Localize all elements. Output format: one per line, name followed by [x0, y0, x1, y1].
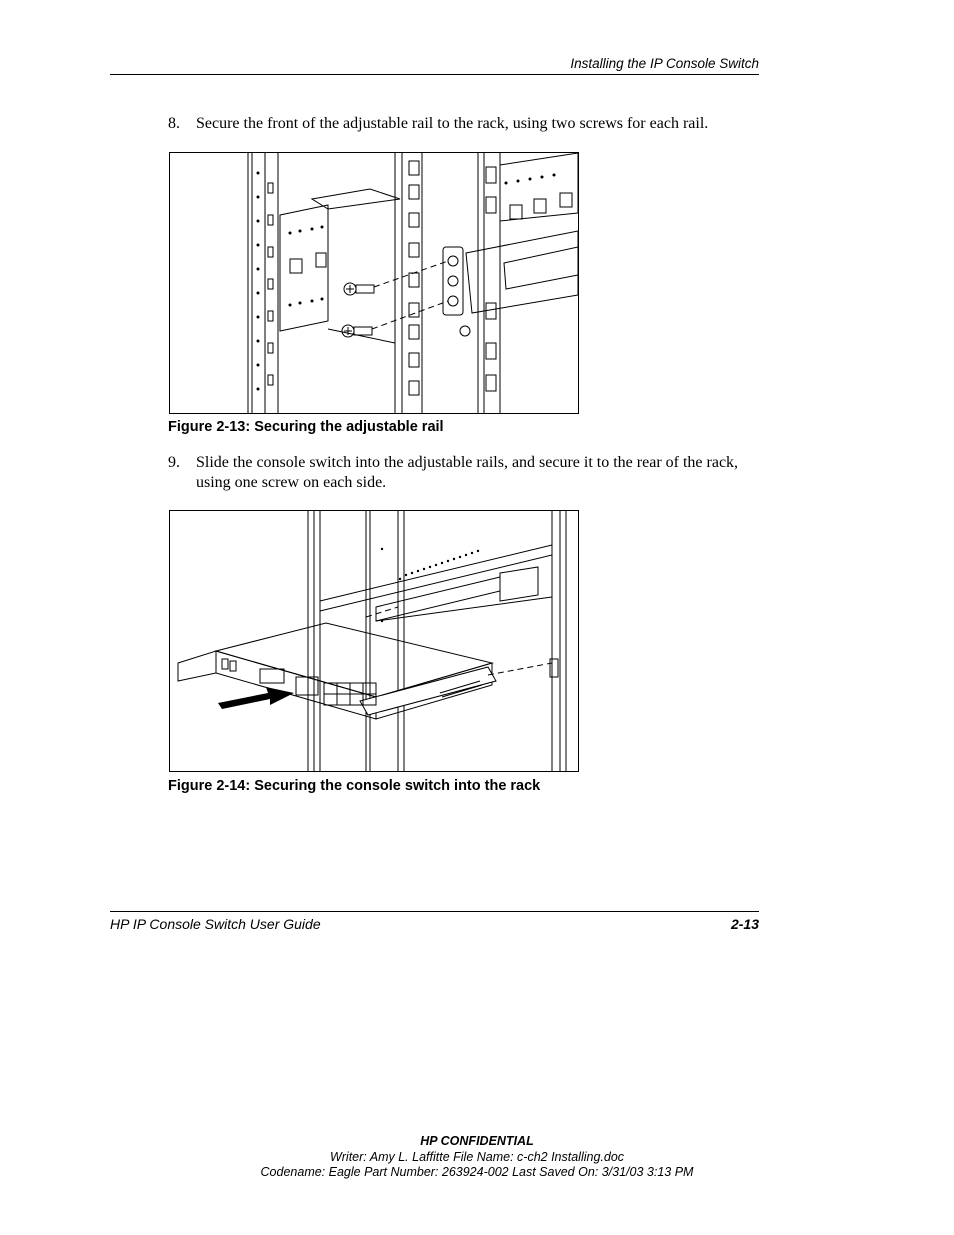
console-switch-illustration [170, 511, 578, 771]
confidential-block [0, 1134, 954, 1181]
figure-2-14-caption: Figure 2-14: Securing the console switch into the rack [168, 778, 541, 794]
footer-page-number: 2-13 [730, 916, 759, 932]
step-number: 8. [168, 115, 180, 132]
codename-line: Codename: Eagle Part Number: 263924-002 Last Saved On: 3/31/03 3:13 PM [260, 1165, 694, 1179]
page-header [110, 56, 759, 75]
page-footer [110, 911, 759, 936]
step-number: 9. [168, 454, 180, 471]
step-text: Secure the front of the adjustable rail to the rack, using two screws for each rail. [196, 115, 709, 132]
running-header-title: Installing the IP Console Switch [570, 56, 759, 71]
writer-line: Writer: Amy L. Laffitte File Name: c-ch2 Installing.doc [329, 1149, 625, 1164]
footer-guide-title: HP IP Console Switch User Guide [110, 916, 321, 932]
figure-2-14-illustration [169, 510, 579, 772]
rail-illustration [170, 153, 578, 413]
figure-2-13-caption: Figure 2-13: Securing the adjustable rail [168, 419, 444, 435]
step-text: Slide the console switch into the adjustable rails, and secure it to the rear of the rack, using one screw on each side. [196, 454, 739, 491]
confidential-label: HP CONFIDENTIAL [420, 1134, 534, 1148]
figure-2-13-illustration [169, 152, 579, 414]
